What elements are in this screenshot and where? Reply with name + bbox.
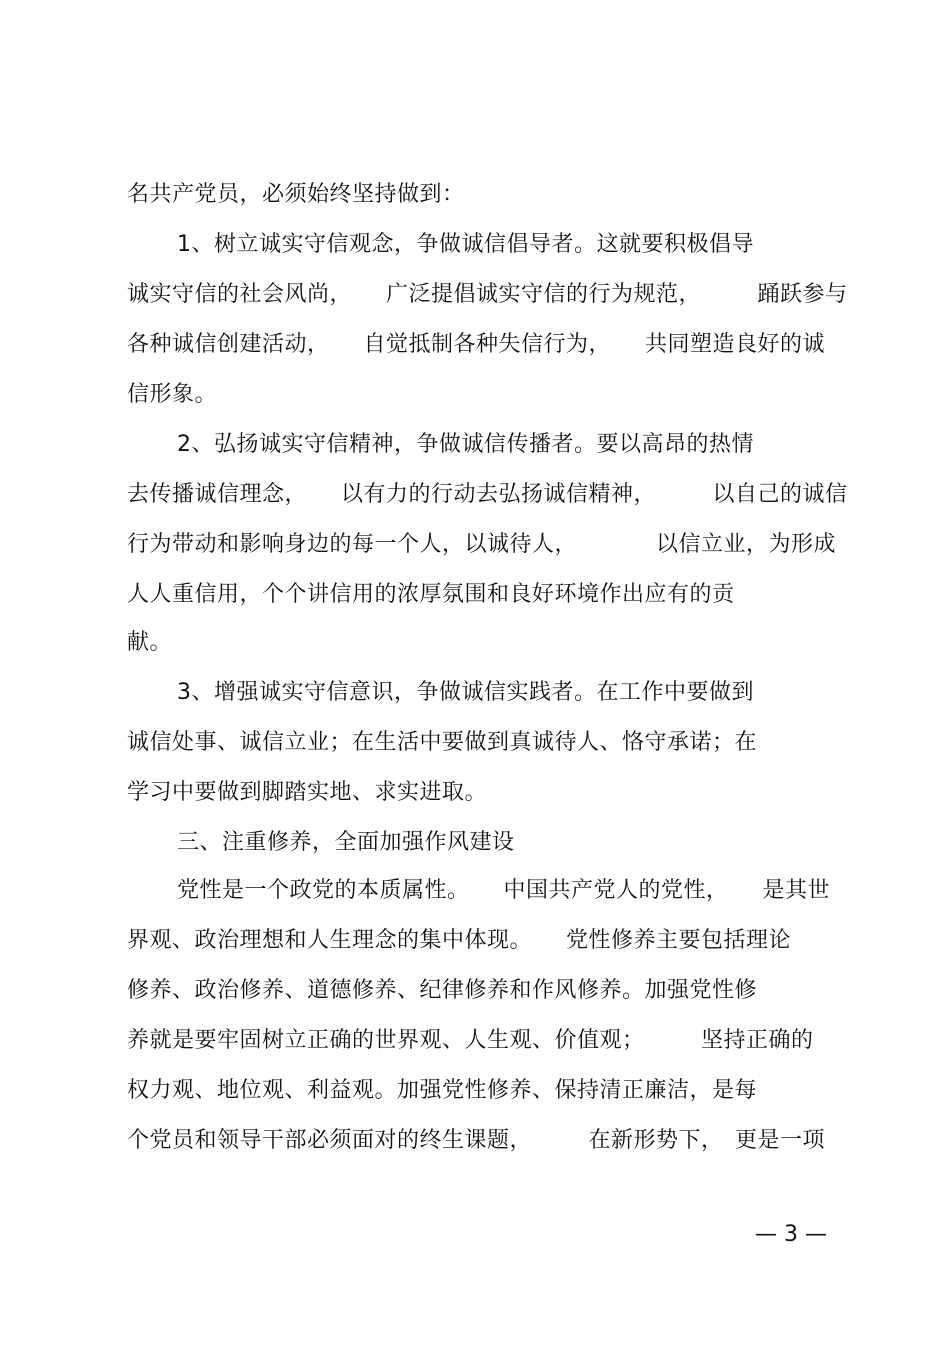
text-line-12: 诚信处事、诚信立业；在生活中要做到真诚待人、恪守承诺；在 bbox=[127, 730, 758, 755]
text-line-18: 养就是要牢固树立正确的世界观、人生观、价值观； 坚持正确的 bbox=[127, 1028, 814, 1053]
section-heading: 三、注重修养，全面加强作风建设 bbox=[177, 830, 515, 855]
page-number: — 3 — bbox=[755, 1222, 827, 1247]
text-line-16: 界观、政治理想和人生理念的集中体现。 党性修养主要包括理论 bbox=[127, 928, 792, 953]
text-line-1: 名共产党员，必须始终坚持做到： bbox=[127, 182, 465, 207]
text-line-19: 权力观、地位观、利益观。加强党性修养、保持清正廉洁，是每 bbox=[127, 1078, 758, 1103]
text-line-8: 行为带动和影响身边的每一个人，以诚待人， 以信立业，为形成 bbox=[127, 532, 837, 557]
text-line-6: 2、弘扬诚实守信精神，争做诚信传播者。要以高昂的热情 bbox=[177, 432, 754, 457]
text-line-17: 修养、政治修养、道德修养、纪律修养和作风修养。加强党性修 bbox=[127, 978, 758, 1003]
text-line-7: 去传播诚信理念， 以有力的行动去弘扬诚信精神， 以自己的诚信 bbox=[127, 482, 848, 507]
text-line-9: 人人重信用，个个讲信用的浓厚氛围和良好环境作出应有的贡 bbox=[127, 582, 735, 607]
text-line-2: 1、树立诚实守信观念，争做诚信倡导者。这就要积极倡导 bbox=[177, 232, 754, 257]
text-line-3: 诚实守信的社会风尚， 广泛提倡诚实守信的行为规范， 踊跃参与 bbox=[127, 282, 848, 307]
text-line-5: 信形象。 bbox=[127, 382, 218, 407]
text-line-20: 个党员和领导干部必须面对的终生课题， 在新形势下， 更是一项 bbox=[127, 1128, 826, 1153]
text-line-13: 学习中要做到脚踏实地、求实进取。 bbox=[127, 780, 488, 805]
text-line-10: 献。 bbox=[127, 630, 173, 655]
text-line-11: 3、增强诚实守信意识，争做诚信实践者。在工作中要做到 bbox=[177, 680, 754, 705]
text-line-4: 各种诚信创建活动， 自觉抵制各种失信行为， 共同塑造良好的诚 bbox=[127, 332, 826, 357]
text-line-15: 党性是一个政党的本质属性。 中国共产党人的党性， 是其世 bbox=[177, 878, 831, 903]
